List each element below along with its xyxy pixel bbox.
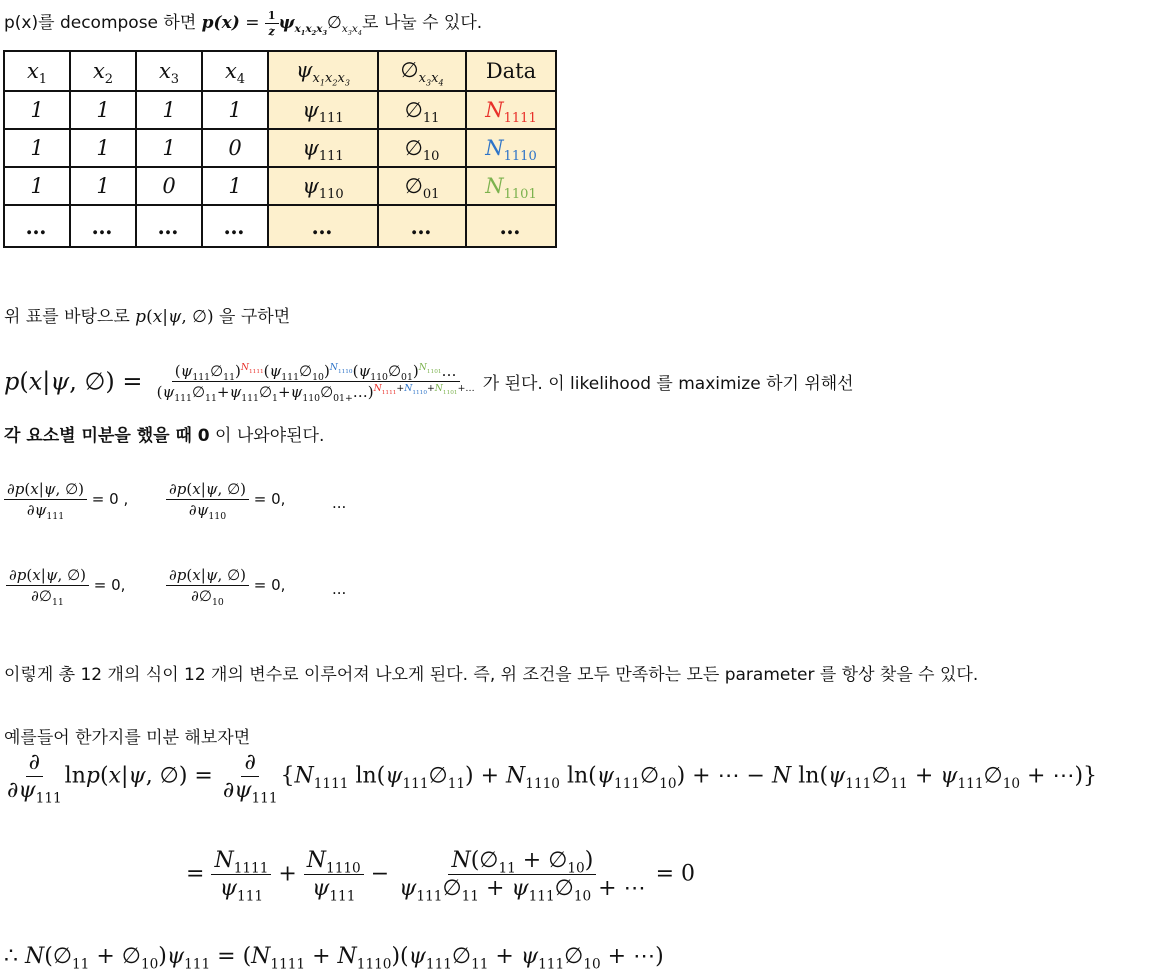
cell-data: $N_{1101}$: [466, 167, 556, 205]
cell-ellipsis: …: [70, 205, 136, 247]
cell-psi: $\psi_{111}$: [268, 129, 378, 167]
factorization-formula: p(x): [201, 13, 240, 33]
likelihood-equation: p(x|ψ, ∅) = $\frac{(\psi_{111}\emptyset_{11})^{N_{1111}}(\psi_{111}\emptyset_{10})^{N_{1110}}(\psi_{110}\emptyset_{01})^{N_{1101}}\dots}{(\psi_{111}\emptyset_{11}+\psi_{111}\emptyset_1+\psi_{110}\emptyset_{01+}\dots)^{N_{1111}+N_{1110}+N_{1101}+\dots}}$ 가 된다. 이 likelihood 를 maximize 하기 위해선: [4, 362, 854, 404]
partial-derivatives-psi: $\frac{\partial p(x|\psi, \emptyset)}{\partial\psi_{111}}$ = 0 ,: [4, 480, 128, 519]
cell-ellipsis: …: [268, 205, 378, 247]
table-row: [4, 91, 556, 129]
likelihood-tail-text: 가 된다. 이 likelihood 를 maximize 하기 위해선: [482, 374, 854, 394]
header-data: Data: [466, 51, 556, 91]
cell-data: $N_{1111}$: [466, 91, 556, 129]
cell-x1: 1: [4, 91, 70, 129]
example-text: 예를들어 한가지를 미분 해보자면: [4, 728, 251, 748]
table-row: [4, 167, 556, 205]
header-x4: $x_4$: [202, 51, 268, 91]
twelve-equations-text: 이렇게 총 12 개의 식이 12 개의 변수로 이루어져 나오게 된다. 즉, 위 조건을 모두 만족하는 모든 parameter 를 항상 찾을 수 있다.: [4, 665, 979, 685]
cell-data: $N_{1110}$: [466, 129, 556, 167]
cell-ellipsis: …: [378, 205, 466, 247]
header-psi: $\psi_{x_1x_2x_3}$: [268, 51, 378, 91]
cell-psi: $\psi_{110}$: [268, 167, 378, 205]
therefore-symbol: ∴: [4, 944, 18, 969]
cell-ellipsis: …: [466, 205, 556, 247]
cell-phi: $\emptyset_{01}$: [378, 167, 466, 205]
find-text: 을 구하면: [219, 307, 291, 327]
cell-phi: $\emptyset_{11}$: [378, 91, 466, 129]
header-phi: $\emptyset_{x_3x_4}$: [378, 51, 466, 91]
table-row: [4, 129, 556, 167]
cell-psi: $\psi_{111}$: [268, 91, 378, 129]
partial-derivative-phi10: $\frac{\partial p(x|\psi, \emptyset)}{\partial\emptyset_{10}}$ = 0,: [166, 566, 285, 605]
intro-suffix: 로 나눌 수 있다.: [362, 13, 483, 33]
ellipsis-1: ...: [332, 494, 347, 512]
cell-x4: 1: [202, 91, 268, 129]
cell-ellipsis: …: [4, 205, 70, 247]
header-x3: $x_3$: [136, 51, 202, 91]
cell-x2: 1: [70, 91, 136, 129]
intro-prefix: p(x)를 decompose 하면: [4, 13, 197, 33]
cell-phi: $\emptyset_{10}$: [378, 129, 466, 167]
intro-line: p(x)를 decompose 하면 p(x) = $\frac{1}{z}$ $\psi_{x_1x_2x_3}\emptyset_{x_3x_4}$로 나눌 수 있다.: [4, 8, 483, 38]
bold-condition-text: 각 요소별 미분을 했을 때 0: [4, 426, 210, 446]
derivative-result: = $\frac{N_{1111}}{\psi_{111}}$ + $\frac{N_{1110}}{\psi_{111}}$ − $\frac{N(\emptyset_{11} + \emptyset_{10})}{\psi_{111}\emptyset_{11} + \psi_{111}\emptyset_{10} + \cdots}$ = 0: [186, 848, 696, 905]
cell-ellipsis: …: [202, 205, 268, 247]
cell-x3: 1: [136, 129, 202, 167]
partial-derivatives-phi: $\frac{\partial p(x|\psi, \emptyset)}{\partial\emptyset_{11}}$ = 0,: [6, 566, 125, 605]
parameter-table: [3, 50, 557, 248]
header-x2: $x_2$: [70, 51, 136, 91]
cell-x2: 1: [70, 167, 136, 205]
derivative-zero-line: [4, 421, 324, 446]
based-on-table-line: 위 표를 바탕으로 p(x|ψ, ∅) 을 구하면: [4, 307, 291, 327]
cell-x1: 1: [4, 129, 70, 167]
cell-x2: 1: [70, 129, 136, 167]
likelihood-fraction: $\frac{(\psi_{111}\emptyset_{11})^{N_{1111}}(\psi_{111}\emptyset_{10})^{N_{1110}}(\psi_{110}\emptyset_{01})^{N_{1101}}\dots}{(\psi_{111}\emptyset_{11}+\psi_{111}\emptyset_1+\psi_{110}\emptyset_{01+}\dots)^{N_{1111}+N_{1110}+N_{1101}+\dots}}$: [156, 362, 475, 404]
cell-ellipsis: …: [136, 205, 202, 247]
cell-x3: 0: [136, 167, 202, 205]
cell-x4: 0: [202, 129, 268, 167]
based-on-table-text: 위 표를 바탕으로: [4, 307, 130, 327]
one-over-z: $\frac{1}{z}$: [265, 9, 279, 38]
therefore-equation: ∴ $N(\emptyset_{11}$ + $\emptyset_{10})\psi_{111} = (N_{1111}$ + $N_{1110})(\psi_{111}\emptyset_{11}$ + $\psi_{111}\emptyset_{10}$ + ⋯): [4, 944, 664, 973]
cell-x1: 1: [4, 167, 70, 205]
partial-derivative-psi110: $\frac{\partial p(x|\psi, \emptyset)}{\partial\psi_{110}}$ = 0,: [166, 480, 285, 519]
table-row: [4, 205, 556, 247]
cell-x3: 1: [136, 91, 202, 129]
bold-tail-text: 이 나와야된다.: [215, 426, 325, 446]
header-x1: $x_1$: [4, 51, 70, 91]
cell-x4: 1: [202, 167, 268, 205]
log-likelihood-derivative: $\frac{\partial}{\partial\psi_{111}}$ lnp(x|ψ, ∅) = $\frac{\partial}{\partial\psi_{111}}$ {$N_{1111}$ $\ln(\psi_{111}\emptyset_{11}) + N_{1110}$ $\ln(\psi_{111}\emptyset_{10})$ + ⋯ − N $\ln(\psi_{111}\emptyset_{11}$ + $\psi_{111}\emptyset_{10}$ + ⋯)}: [7, 750, 1098, 807]
ellipsis-2: ...: [332, 580, 347, 598]
